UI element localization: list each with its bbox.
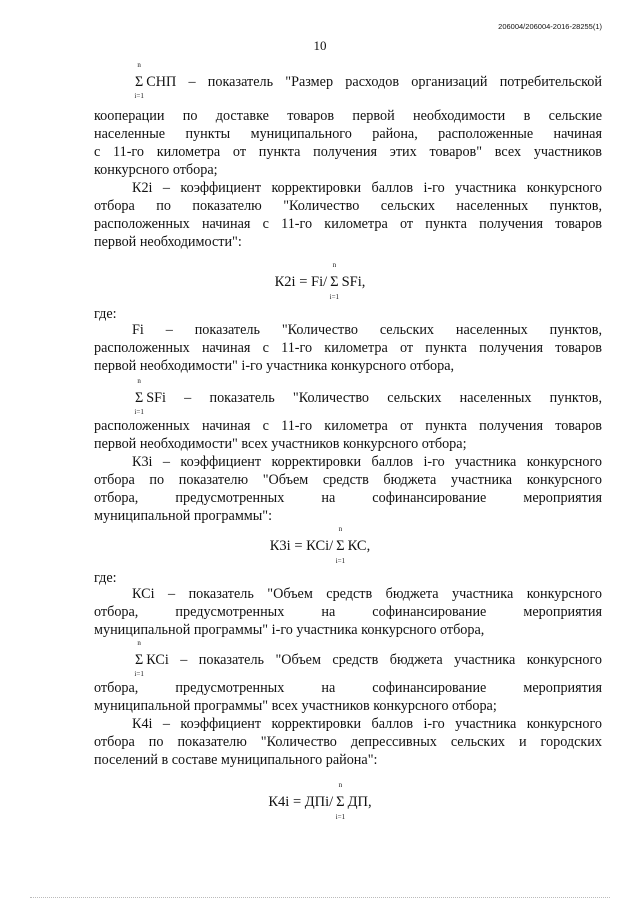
snp-line-4: с 11-го километра от пункта получения этих товаров" всех участников [94, 144, 602, 160]
k4-line-3: поселений в составе муниципального района": [94, 752, 378, 768]
k2-line-3: расположенных начиная с 11-го километра от пункта получения товаров [94, 216, 602, 232]
skci-line-2: отбора, предусмотренных на софинансирование мероприятия [94, 680, 602, 696]
k3-line-4: муниципальной программы": [94, 508, 273, 524]
k2-line-2: отбора по показателю "Количество сельских населенных пунктов, [94, 198, 602, 214]
snp-line-2: кооперации по доставке товаров первой необходимости в сельские [94, 108, 602, 124]
k3-formula: К3i = КСi/ n Σ i=1 КС, [269, 525, 371, 565]
kci-line-2: отбора, предусмотренных на софинансирование мероприятия [94, 604, 602, 620]
k4-formula: К4i = ДПi/ n Σ i=1 ДП, [268, 781, 372, 821]
scan-edge-artifact [30, 897, 610, 899]
kci-line-3: муниципальной программы" i-го участника конкурсного отбора, [94, 622, 485, 638]
where-label-1: где: [94, 306, 117, 322]
sfi-line-1: n Σ i=1 SFi – показатель "Количество сельских населенных пунктов, [134, 377, 602, 416]
document-id: 206004/206004-2016-28255(1) [498, 22, 602, 31]
k2-line-4: первой необходимости": [94, 234, 242, 250]
page-number: 10 [313, 38, 327, 53]
k2-line-1: К2i – коэффициент корректировки баллов i-го участника конкурсного [132, 180, 602, 196]
sum-symbol: n Σ i=1 [134, 377, 144, 416]
sum-symbol: n Σ i=1 [134, 639, 144, 678]
snp-line-5: конкурсного отбора; [94, 162, 218, 178]
skci-line-1: n Σ i=1 КСi – показатель "Объем средств бюджета участника конкурсного [134, 639, 602, 678]
fi-line-3: первой необходимости" i-го участника конкурсного отбора, [94, 358, 455, 374]
sfi-line-2: расположенных начиная с 11-го километра от пункта получения товаров [94, 418, 602, 434]
k4-line-1: К4i – коэффициент корректировки баллов i-го участника конкурсного [132, 716, 602, 732]
sum-symbol: n Σ i=1 [335, 525, 346, 565]
k3-line-1: К3i – коэффициент корректировки баллов i-го участника конкурсного [132, 454, 602, 470]
k4-line-2: отбора по показателю "Количество депрессивных сельских и городских [94, 734, 602, 750]
k2-formula: К2i = Fi/ n Σ i=1 SFi, [274, 261, 366, 301]
sum-symbol: n Σ i=1 [329, 261, 340, 301]
snp-line-1: n Σ i=1 СНП – показатель "Размер расходов организаций потребительской [134, 61, 602, 100]
fi-line-1: Fi – показатель "Количество сельских населенных пунктов, [132, 322, 602, 338]
kci-line-1: КСi – показатель "Объем средств бюджета участника конкурсного [132, 586, 602, 602]
skci-line-3: муниципальной программы" всех участников конкурсного отбора; [94, 698, 497, 714]
sfi-line-3: первой необходимости" всех участников конкурсного отбора; [94, 436, 467, 452]
snp-line-3: населенные пункты муниципального района, расположенные начиная [94, 126, 602, 142]
k3-line-3: отбора, предусмотренных на софинансирование мероприятия [94, 490, 602, 506]
k3-line-2: отбора по показателю "Объем средств бюджета участника конкурсного [94, 472, 602, 488]
sum-symbol: n Σ i=1 [134, 61, 144, 100]
where-label-2: где: [94, 570, 117, 586]
sum-symbol: n Σ i=1 [335, 781, 346, 821]
fi-line-2: расположенных начиная с 11-го километра от пункта получения товаров [94, 340, 602, 356]
